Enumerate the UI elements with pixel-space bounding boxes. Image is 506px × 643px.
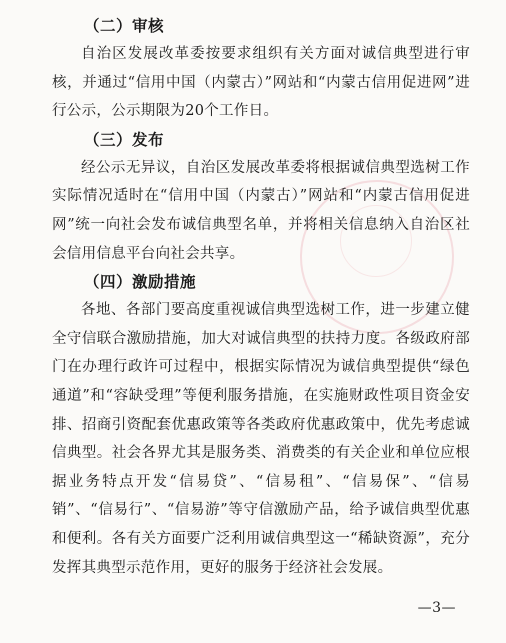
page-number: —3— xyxy=(417,600,456,616)
section-paragraph-incentives: 各地、各部门要高度重视诚信典型选树工作，进一步建立健全守信联合激励措施，加大对诚信典型的扶持力度。各级政府部门在办理行政许可过程中，根据实际情况为诚信典型提供“绿色通道”和“容缺受理”等便利服务措施，在实施财政性项目资金安排、招商引资配套优惠政策等各类政府优惠政策中，优先考虑诚信典型。社会各界尤其是服务类、消费类的有关企业和单位应根据业务特点开发“信易贷”、“信易租”、“信易保”、“信易销”、“信易行”、“信易游”等守信激励产品，给予诚信典型优惠和便利。各有关方面要广泛利用诚信典型这一“稀缺资源”，充分发挥其典型示范作用，更好的服务于经济社会发展。 xyxy=(52,302,470,576)
section-paragraph-review: 自治区发展改革委按要求组织有关方面对诚信典型进行审核，并通过“信用中国（内蒙古）”网站和“内蒙古信用促进网”进行公示，公示期限为20个工作日。 xyxy=(52,46,470,120)
section-heading-review: （二）审核 xyxy=(84,16,165,35)
section-paragraph-publish: 经公示无异议，自治区发展改革委将根据诚信典型选树工作实际情况适时在“信用中国（内蒙古）”网站和“内蒙古信用促进网”统一向社会发布诚信典型名单，并将相关信息纳入自治区社会信用信息平台向社会共享。 xyxy=(52,159,470,262)
section-heading-publish: （三）发布 xyxy=(84,129,165,149)
document-body xyxy=(52,12,470,582)
section-heading-incentives: （四）激励措施 xyxy=(84,272,197,292)
